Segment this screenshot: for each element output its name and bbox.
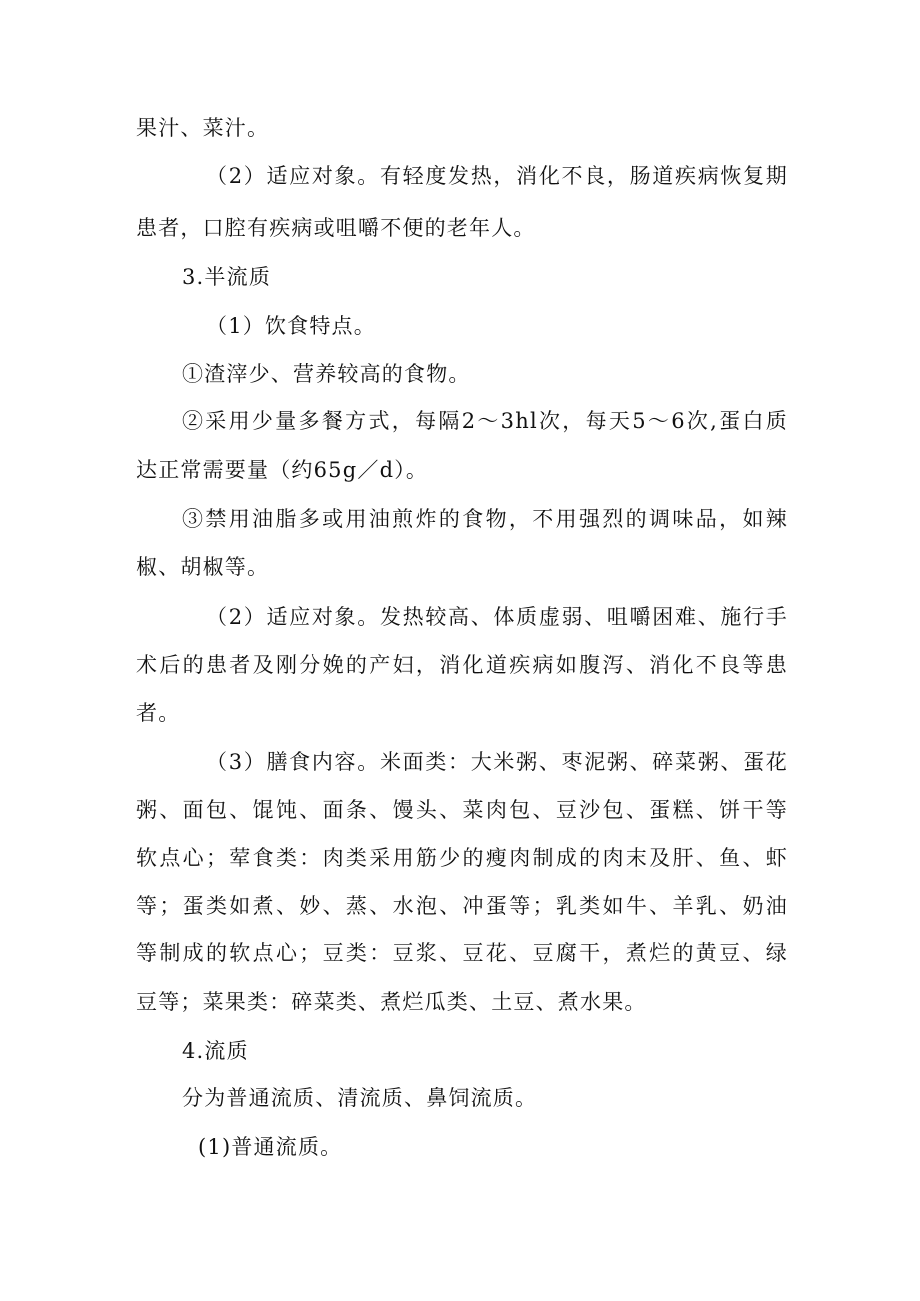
text-line-15: 粥、面包、馄饨、面条、馒头、菜肉包、豆沙包、蛋糕、饼干等 <box>136 798 788 822</box>
text-line-19: 豆等；菜果类：碎菜类、煮烂瓜类、土豆、煮水果。 <box>136 990 647 1014</box>
text-line-10: 椒、胡椒等。 <box>136 555 270 579</box>
text-line-18: 等制成的软点心；豆类：豆浆、豆花、豆腐干，煮烂的黄豆、绿 <box>136 941 788 965</box>
subheading-ordinary-liquid: (1)普通流质。 <box>198 1135 343 1159</box>
text-line-21: 分为普通流质、清流质、鼻饲流质。 <box>182 1086 538 1110</box>
text-line-16: 软点心；荤食类：肉类采用筋少的瘦肉制成的肉末及肝、鱼、虾 <box>136 846 788 870</box>
text-line-7: ②采用少量多餐方式，每隔2～3hl次，每天5～6次,蛋白质 <box>182 409 788 433</box>
section-heading-semi-liquid: 3.半流质 <box>182 265 272 289</box>
text-line-1: 果汁、菜汁。 <box>136 116 270 140</box>
text-line-11: （2）适应对象。发热较高、体质虚弱、咀嚼困难、施行手 <box>206 605 788 629</box>
section-heading-liquid: 4.流质 <box>182 1039 249 1063</box>
text-line-8: 达正常需要量（约65g／d）。 <box>136 458 429 482</box>
text-line-14: （3）膳食内容。米面类：大米粥、枣泥粥、碎菜粥、蛋花 <box>206 750 788 774</box>
text-line-9: ③禁用油脂多或用油煎炸的食物，不用强烈的调味品，如辣 <box>182 507 788 531</box>
text-line-2: （2）适应对象。有轻度发热，消化不良，肠道疾病恢复期 <box>206 164 788 188</box>
text-line-13: 者。 <box>136 701 181 725</box>
text-line-17: 等；蛋类如煮、妙、蒸、水泡、冲蛋等；乳类如牛、羊乳、奶油 <box>136 894 788 918</box>
text-line-3: 患者，口腔有疾病或咀嚼不便的老年人。 <box>136 216 536 240</box>
text-line-6: ①渣滓少、营养较高的食物。 <box>182 362 471 386</box>
subheading-diet-features: （1）饮食特点。 <box>206 314 376 338</box>
text-line-12: 术后的患者及刚分娩的产妇，消化道疾病如腹泻、消化不良等患 <box>136 653 788 677</box>
